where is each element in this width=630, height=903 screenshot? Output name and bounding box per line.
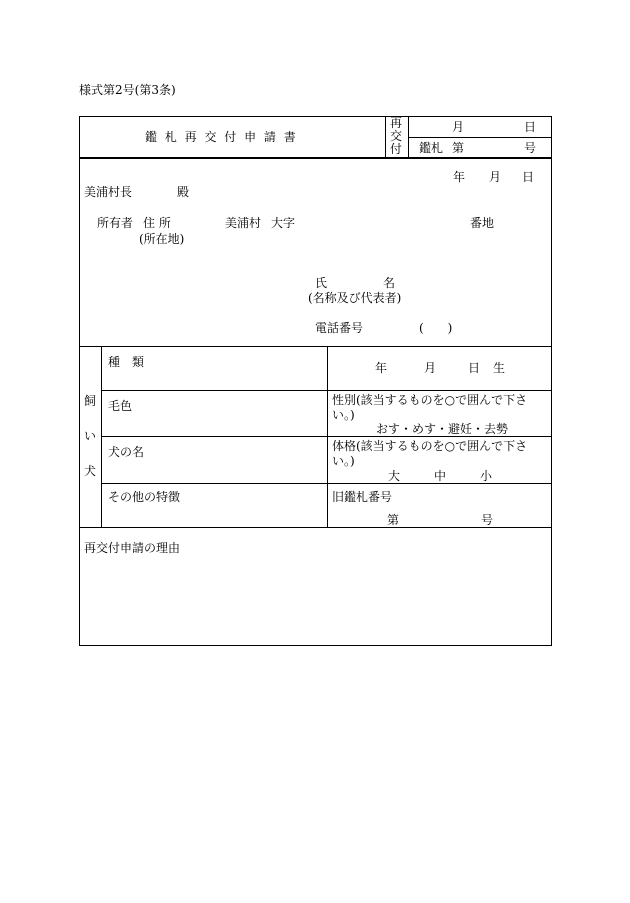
size-label: 体格(該当するものを○で囲んで下さい。) — [332, 439, 528, 468]
reissue-char-3: 付 — [389, 142, 402, 156]
tag-label: 鑑札 — [419, 141, 444, 155]
dog-name-label: 犬の名 — [108, 445, 145, 459]
sex-options: おす・めす・避妊・去勢 — [376, 422, 509, 436]
birth-day: 日 — [468, 361, 481, 375]
old-tag-label: 旧鑑札番号 — [332, 490, 393, 504]
addressee: 美浦村長 — [84, 185, 133, 199]
breed-label: 種 類 — [108, 355, 145, 369]
header-row-divider — [408, 137, 552, 138]
form-number-label: 様式第2号(第3条) — [79, 83, 176, 97]
address-label: 住 所 — [143, 216, 171, 230]
coat-color-label: 毛色 — [108, 399, 133, 413]
dog-section-char-3: 犬 — [83, 464, 96, 478]
birth-suffix: 生 — [493, 361, 506, 375]
dog-section-top-line — [79, 346, 552, 347]
form-title: 鑑 札 再 交 付 申 請 書 — [145, 130, 298, 144]
size-large: 大 — [388, 469, 401, 483]
old-tag-prefix: 第 — [387, 513, 400, 527]
dog-row-line-3 — [101, 483, 552, 484]
reissue-reason-label: 再交付申請の理由 — [84, 541, 181, 555]
old-tag-suffix: 号 — [481, 513, 494, 527]
sex-label: 性別(該当するものを○で囲んで下さい。) — [332, 393, 528, 422]
tag-no-suffix: 号 — [524, 141, 537, 155]
tag-no-prefix: 第 — [452, 141, 465, 155]
name-sub-label: (名称及び代表者) — [308, 291, 402, 305]
dog-row-line-1 — [101, 390, 552, 391]
dog-section-char-2: い — [83, 429, 96, 443]
name-label-2: 名 — [383, 276, 396, 290]
other-features-label: その他の特徴 — [108, 490, 181, 504]
dog-section-char-1: 飼 — [83, 394, 96, 408]
date-day: 日 — [522, 170, 535, 184]
reissue-char-2: 交 — [389, 129, 402, 143]
phone-paren: ( ) — [419, 321, 453, 335]
aza-label: 大字 — [271, 216, 296, 230]
size-medium: 中 — [434, 469, 447, 483]
address-sub-label: (所在地) — [139, 232, 185, 246]
size-small: 小 — [480, 469, 493, 483]
header-day: 日 — [524, 120, 537, 134]
date-month: 月 — [489, 170, 502, 184]
honorific: 殿 — [177, 185, 190, 199]
header-divider-1 — [385, 116, 386, 158]
reissue-char-1: 再 — [389, 116, 402, 130]
phone-label: 電話番号 — [315, 321, 364, 335]
birth-year: 年 — [375, 361, 388, 375]
header-month: 月 — [452, 120, 465, 134]
date-year: 年 — [453, 170, 466, 184]
name-label-1: 氏 — [315, 276, 328, 290]
birth-month: 月 — [424, 361, 437, 375]
dog-section-bottom-line — [79, 527, 552, 528]
village-name: 美浦村 — [225, 216, 262, 230]
dog-row-line-2 — [101, 436, 552, 437]
banchi-label: 番地 — [470, 216, 495, 230]
owner-label: 所有者 — [97, 216, 134, 230]
